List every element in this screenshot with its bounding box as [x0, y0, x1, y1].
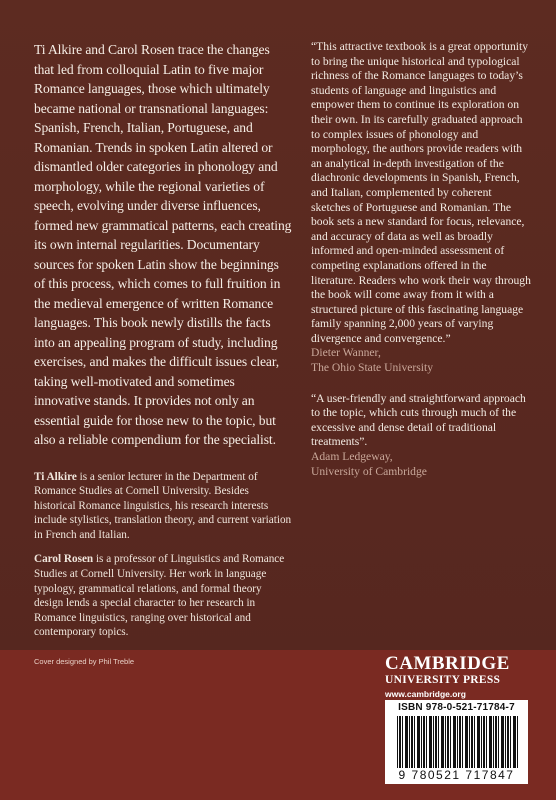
author-bio-text: is a senior lecturer in the Department of Romance Studies at Cornell University. Besides historical Romance linguistics, his research interests include stylistics, translation theory, and current variation in French and Italian.: [34, 470, 292, 541]
left-column: [34, 40, 292, 640]
publisher-logo: [385, 654, 535, 700]
barcode-bars: [397, 716, 519, 768]
barcode: [385, 700, 528, 784]
review-affiliation: University of Cambridge: [311, 464, 427, 478]
author-bio-alkire: [34, 470, 292, 543]
isbn-label: ISBN 978-0-521-71784-7: [398, 702, 515, 713]
review-affiliation: The Ohio State University: [311, 361, 434, 375]
author-bio-rosen: [34, 552, 292, 640]
right-column: [311, 40, 531, 479]
review-author: Dieter Wanner,: [311, 346, 381, 360]
cover-credit: Cover designed by Phil Treble: [34, 657, 135, 666]
author-name: Carol Rosen: [34, 553, 94, 566]
review-author: Adam Ledgeway,: [311, 450, 393, 464]
review-quote: “A user-friendly and straightforward approach to the topic, which cuts through much of the excessive and dense detail of traditional treatments”.: [311, 391, 526, 449]
publisher-sub: UNIVERSITY PRESS: [385, 674, 501, 686]
author-name: Ti Alkire: [34, 470, 77, 483]
publisher-name: CAMBRIDGE: [385, 653, 510, 674]
ean-number: 9 780521 717847: [398, 768, 515, 782]
author-bio-text: is a professor of Linguistics and Romance Studies at Cornell University. Her work in language typology, grammatical relations, and formal theory design lends a special character to her research in Romance linguistics, ranging over historical and contemporary topics.: [34, 553, 285, 639]
review-quote: “This attractive textbook is a great opportunity to bring the unique historical and typological richness of the Romance languages to today’s students of language and linguistics and empower them to continue its exploration on their own. In its carefully graduated approach to complex issues of phonology and morphology, the authors provide readers with an analytical in-depth investigation of the diachronic developments in Spanish, French, and Italian, complemented by coherent sketches of Portuguese and Romanian. The book sets a new standard for focus, relevance, and accuracy of data as well as broadly informed and open-minded assessment of competing explanations offered in the literature. Readers who work their way through the book will come away from it with a structured picture of this fascinating language family spanning 2,000 years of varying divergence and convergence.”: [311, 40, 531, 345]
publisher-url: www.cambridge.org: [385, 689, 466, 699]
book-blurb: Ti Alkire and Carol Rosen trace the changes that led from colloquial Latin to five major Romance languages, those which ultimately became national or transnational languages: Spanish, French, Italian, Portuguese, and Romanian. Trends in spoken Latin altered or dismantled older categories in phonology and morphology, while the regional varieties of speech, evolving under diverse influences, formed new grammatical patterns, each creating its own internal regularities. Documentary sources for spoken Latin show the beginnings of this process, which comes to full fruition in the medieval emergence of written Romance languages. This book newly distills the facts into an appealing program of study, including exercises, and makes the difficult issues clear, taking well-motivated and sometimes innovative stands. It provides not only an essential guide for those new to the topic, but also a reliable compendium for the specialist.: [34, 42, 292, 447]
